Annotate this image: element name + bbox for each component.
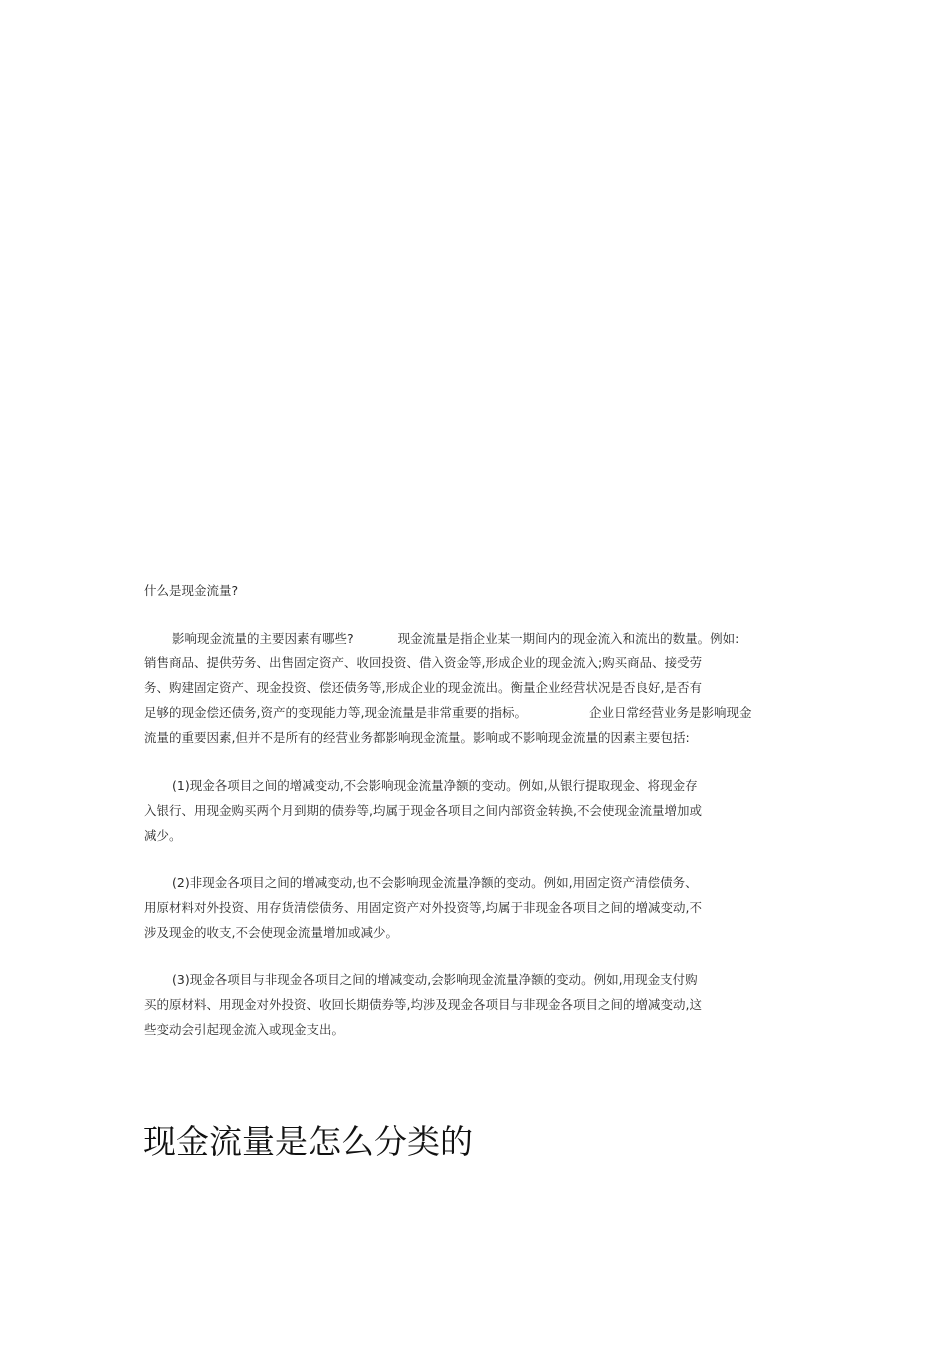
item-2-line-3: 涉及现金的收支,不会使现金流量增加或减少。 — [144, 925, 398, 940]
intro-line-1 — [172, 631, 739, 647]
intro-question: 影响现金流量的主要因素有哪些? — [172, 631, 354, 646]
item-2-line-1: (2)非现金各项目之间的增减变动,也不会影响现金流量净额的变动。例如,用固定资产清偿债务、 — [172, 875, 698, 890]
item-1-line-1: (1)现金各项目之间的增减变动,不会影响现金流量净额的变动。例如,从银行提取现金、将现金存 — [172, 778, 698, 793]
item-1-line-3: 减少。 — [144, 828, 182, 843]
intro-line-4 — [144, 705, 751, 721]
intro-line-4-part-1: 足够的现金偿还债务,资产的变现能力等,现金流量是非常重要的指标。 — [144, 705, 527, 720]
item-3-line-2: 买的原材料、用现金对外投资、收回长期债券等,均涉及现金各项目与非现金各项目之间的增减变动,这 — [144, 997, 702, 1012]
intro-line-4-part-2: 企业日常经营业务是影响现金 — [588, 705, 752, 720]
intro-line-2: 销售商品、提供劳务、出售固定资产、收回投资、借入资金等,形成企业的现金流入;购买商品、接受劳 — [144, 655, 703, 670]
intro-definition: 现金流量是指企业某一期间内的现金流入和流出的数量。例如: — [397, 631, 740, 646]
intro-line-3: 务、购建固定资产、现金投资、偿还债务等,形成企业的现金流出。衡量企业经营状况是否良好,是否有 — [144, 680, 702, 695]
intro-line-5: 流量的重要因素,但并不是所有的经营业务都影响现金流量。影响或不影响现金流量的因素主要包括: — [144, 730, 690, 745]
item-3-line-3: 些变动会引起现金流入或现金支出。 — [144, 1022, 345, 1037]
item-3-line-1: (3)现金各项目与非现金各项目之间的增减变动,会影响现金流量净额的变动。例如,用现金支付购 — [172, 972, 698, 987]
item-1-line-2: 入银行、用现金购买两个月到期的债券等,均属于现金各项目之间内部资金转换,不会使现金流量增加或 — [144, 803, 702, 818]
section-heading: 现金流量是怎么分类的 — [143, 1122, 473, 1161]
item-2-line-2: 用原材料对外投资、用存货清偿债务、用固定资产对外投资等,均属于非现金各项目之间的增减变动,不 — [144, 900, 702, 915]
question-title: 什么是现金流量? — [144, 583, 239, 598]
